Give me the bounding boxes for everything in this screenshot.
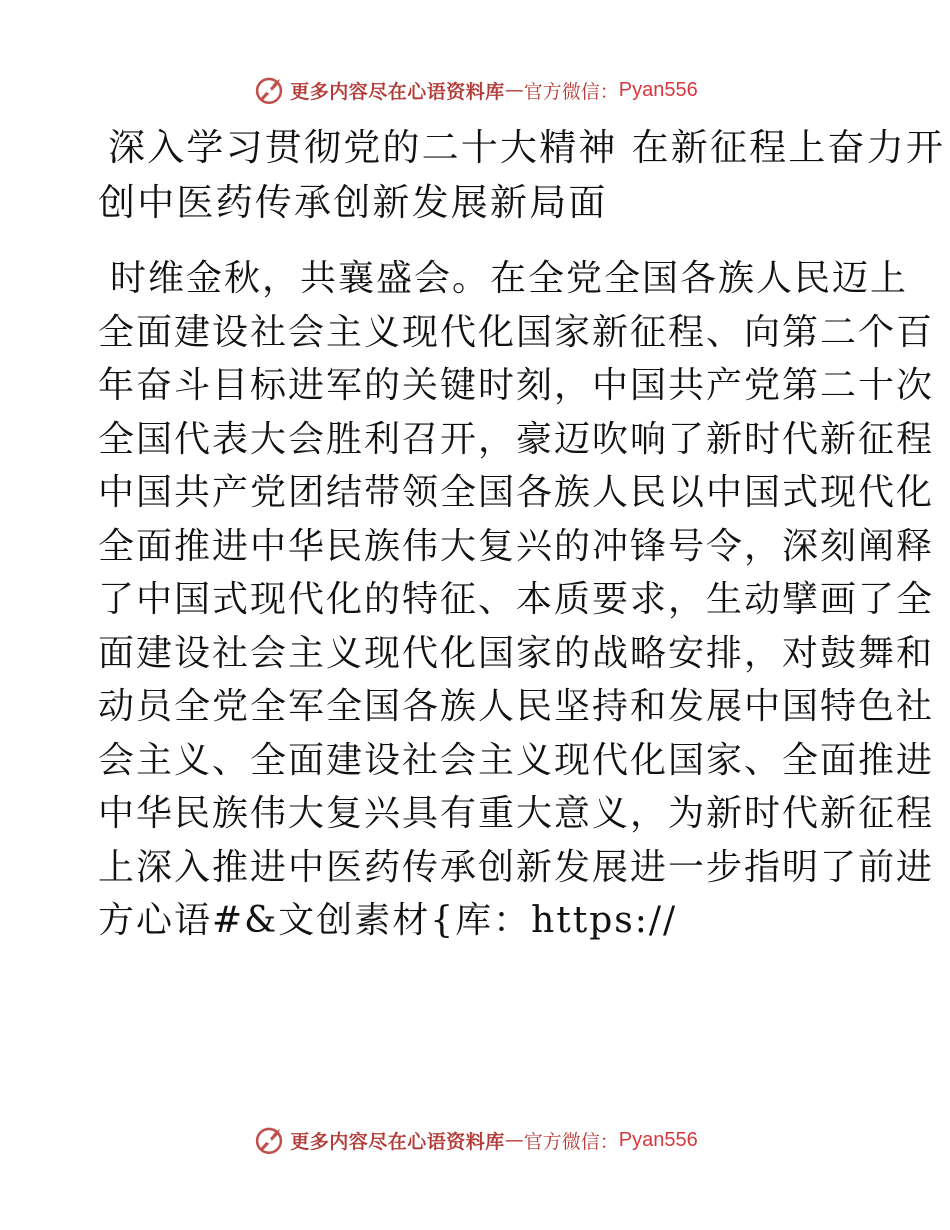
body-line: 中国共产党团结带领全国各族人民以中国式现代化 bbox=[98, 472, 935, 513]
body-line: 全面建设社会主义现代化国家新征程、向第二个百 bbox=[98, 311, 935, 353]
body-line: 全国代表大会胜利召开，豪迈吹响了新时代新征程 bbox=[98, 418, 935, 460]
footer-wechat-account: Pyan556 bbox=[618, 1128, 698, 1151]
body-line: 中华民族伟大复兴具有重大意义，为新时代新征程 bbox=[98, 793, 935, 834]
body-line: 时维金秋，共襄盛会。在全党全国各族人民迈上 bbox=[110, 258, 909, 299]
footer-separator: — bbox=[504, 1129, 524, 1151]
header-wechat-label: 官方微信： bbox=[523, 80, 619, 103]
header-banner bbox=[0, 70, 950, 110]
body-line: 会主义、全面建设社会主义现代化国家、全面推进 bbox=[98, 739, 935, 781]
footer-banner bbox=[0, 1120, 950, 1160]
footer-wechat-label: 官方微信： bbox=[523, 1130, 619, 1153]
quill-pen-logo-icon bbox=[252, 1123, 286, 1157]
body-line: 了中国式现代化的特征、本质要求，生动擘画了全 bbox=[98, 579, 935, 620]
body-line: 全面推进中华民族伟大复兴的冲锋号令，深刻阐释 bbox=[98, 525, 935, 567]
header-separator: — bbox=[504, 79, 524, 101]
body-line: 动员全党全军全国各族人民坚持和发展中国特色社 bbox=[98, 686, 935, 727]
body-paragraph bbox=[98, 252, 935, 948]
title-line-1: 深入学习贯彻党的二十大精神 在新征程上奋力开 bbox=[108, 126, 946, 169]
document-title bbox=[98, 120, 946, 230]
quill-pen-logo-icon bbox=[252, 73, 286, 107]
body-line-link-fragment[interactable]: 方心语#&文创素材{库：https:// bbox=[98, 900, 678, 941]
header-promo-text: 更多内容尽在心语资料库 bbox=[290, 80, 505, 103]
body-line: 上深入推进中医药传承创新发展进一步指明了前进 bbox=[98, 846, 935, 888]
body-line: 年奋斗目标进军的关键时刻，中国共产党第二十次 bbox=[98, 365, 935, 406]
title-line-2: 创中医药传承创新发展新局面 bbox=[98, 181, 608, 224]
footer-promo-text: 更多内容尽在心语资料库 bbox=[290, 1130, 505, 1153]
header-wechat-account: Pyan556 bbox=[618, 78, 698, 101]
body-line: 面建设社会主义现代化国家的战略安排，对鼓舞和 bbox=[98, 632, 935, 674]
